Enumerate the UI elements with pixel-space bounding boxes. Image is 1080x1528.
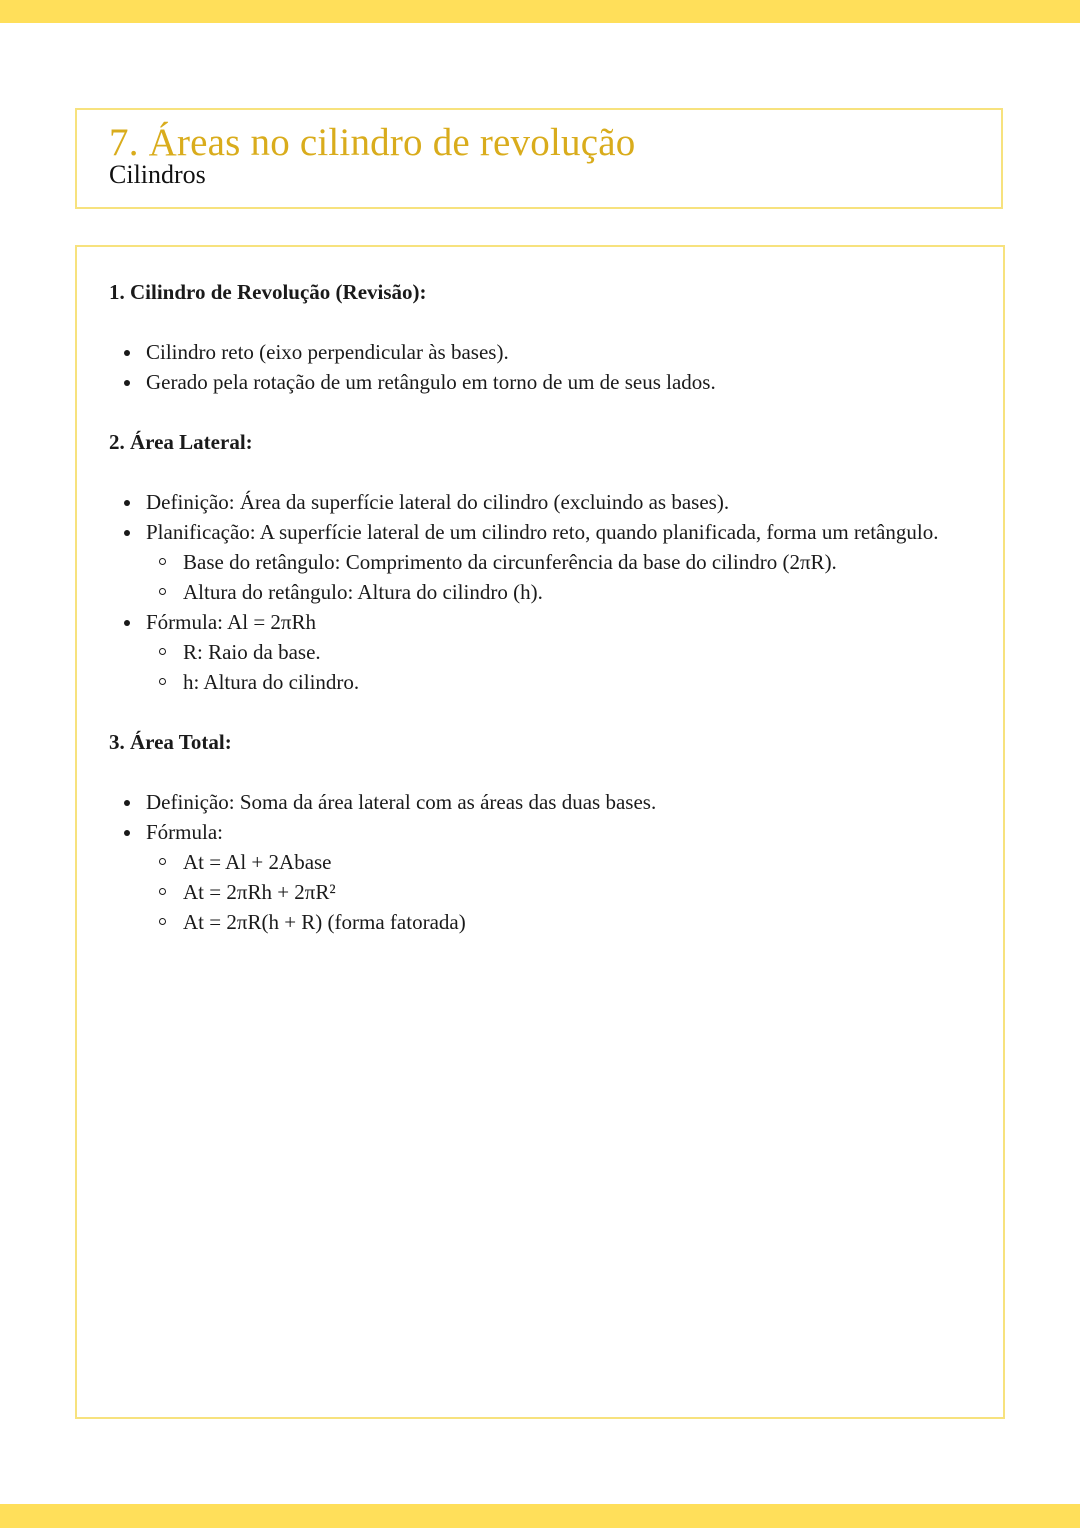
top-accent-bar: [0, 0, 1080, 23]
list-item: Gerado pela rotação de um retângulo em torno de um de seus lados.: [109, 367, 969, 397]
sub-list: [146, 637, 969, 697]
sub-list-item: At = 2πR(h + R) (forma fatorada): [146, 907, 969, 937]
sub-list-item: R: Raio da base.: [146, 637, 969, 667]
sub-list-item: h: Altura do cilindro.: [146, 667, 969, 697]
section-list: [109, 337, 969, 397]
list-item: [109, 517, 969, 607]
sub-list-item: Altura do retângulo: Altura do cilindro (h).: [146, 577, 969, 607]
section-heading: 1. Cilindro de Revolução (Revisão):: [109, 280, 427, 304]
sub-list-item: At = 2πRh + 2πR²: [146, 877, 969, 907]
section-heading: 2. Área Lateral:: [109, 430, 253, 454]
list-item-text: Definição: Soma da área lateral com as áreas das duas bases.: [146, 790, 657, 814]
sub-list: [146, 847, 969, 937]
list-item: [109, 787, 969, 817]
section-heading: 3. Área Total:: [109, 730, 232, 754]
section-list: [109, 787, 969, 937]
content-box: [75, 245, 1005, 1419]
list-item-text: Fórmula: Al = 2πRh: [146, 610, 317, 634]
list-item: Cilindro reto (eixo perpendicular às bases).: [109, 337, 969, 367]
content: [109, 277, 969, 967]
list-item-text: Definição: Área da superfície lateral do cilindro (excluindo as bases).: [146, 490, 730, 514]
sub-list-item: Base do retângulo: Comprimento da circunferência da base do cilindro (2πR).: [146, 547, 969, 577]
list-item: [109, 487, 969, 517]
page-subtitle: Cilindros: [109, 160, 206, 189]
header-box: [75, 108, 1003, 209]
list-item: [109, 607, 969, 697]
section-list: [109, 487, 969, 697]
page-title: 7. Áreas no cilindro de revolução: [109, 121, 636, 164]
list-item-text: Planificação: A superfície lateral de um cilindro reto, quando planificada, forma um retângulo.: [146, 520, 939, 544]
list-item-text: Fórmula:: [146, 820, 223, 844]
sub-list-item: At = Al + 2Abase: [146, 847, 969, 877]
bottom-accent-bar: [0, 1504, 1080, 1528]
sub-list: [146, 547, 969, 607]
list-item: [109, 817, 969, 937]
